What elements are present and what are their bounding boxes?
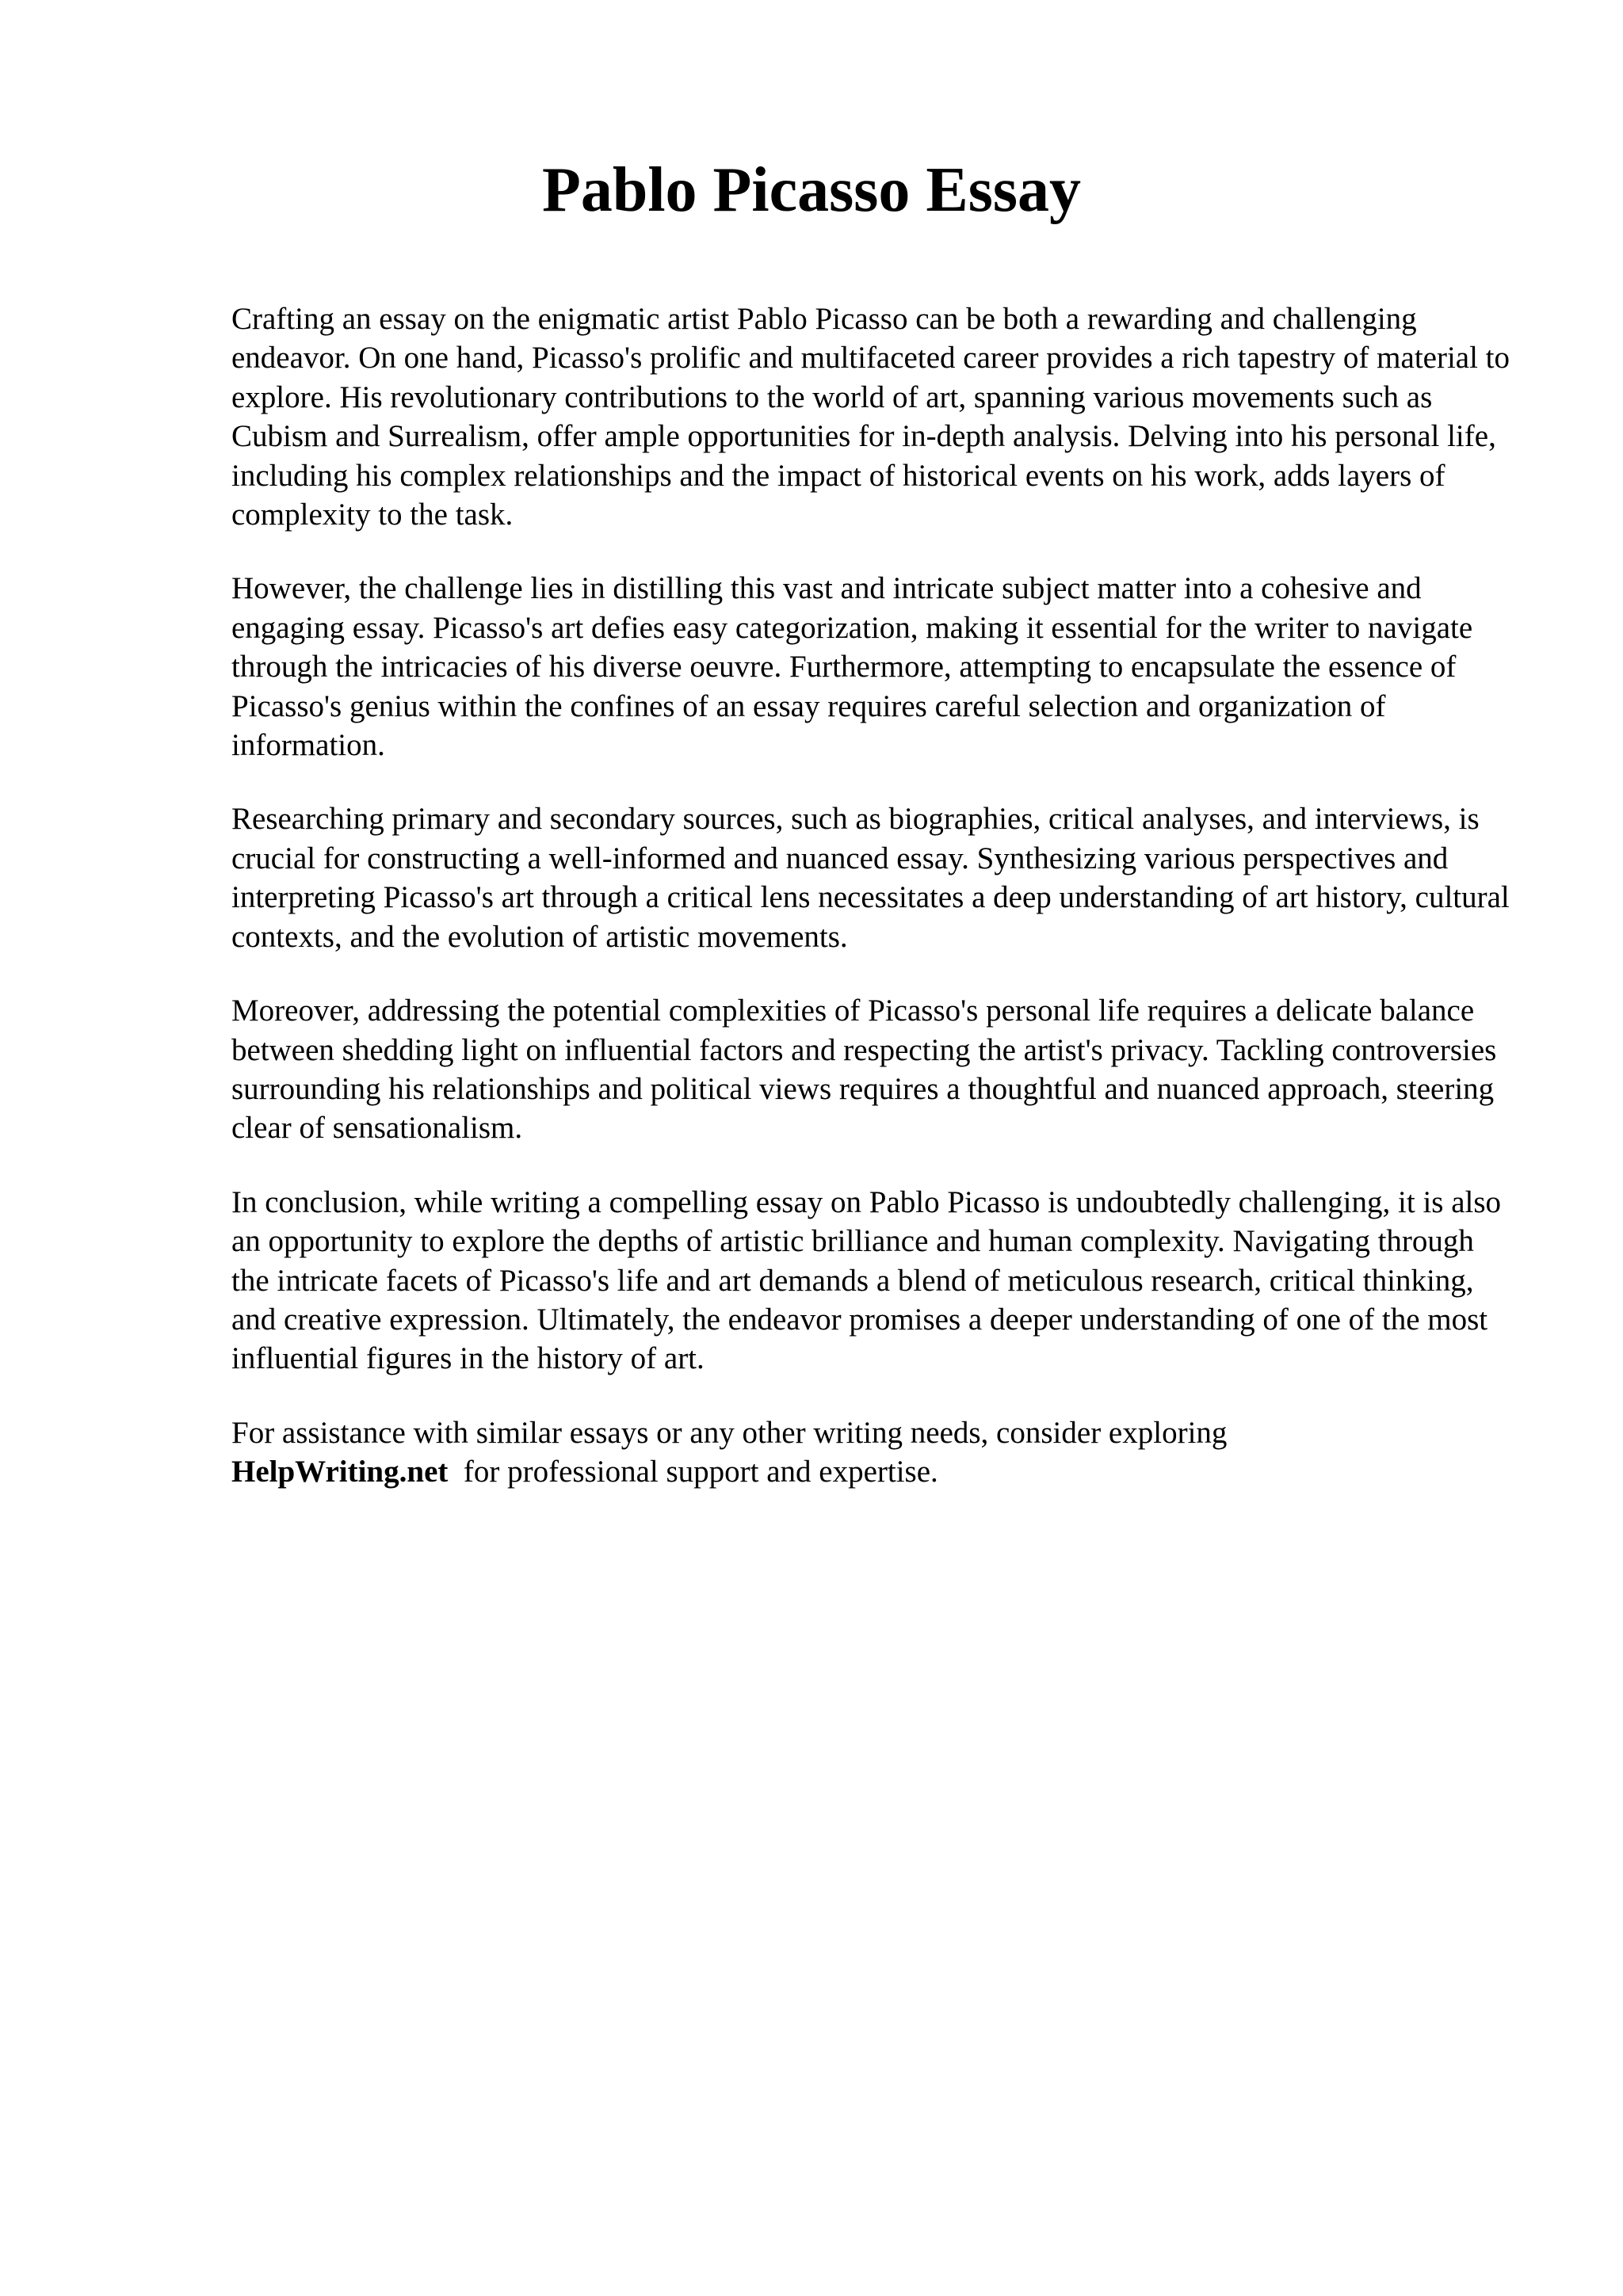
paragraph-research: Researching primary and secondary sources, such as biographies, critical analyses, and interviews, is crucial for constructing a well-informed and nuanced essay. Synthesizing various perspectives and interpreting Picasso's art through a critical lens necessitates a deep understanding of art history, cultural contexts, and the evolution of artistic movements. — [231, 802, 1510, 954]
document-title: Pablo Picasso Essay — [541, 155, 1082, 225]
brand-name: HelpWriting.net — [231, 1455, 449, 1489]
paragraph-challenge: However, the challenge lies in distilling this vast and intricate subject matter into a cohesive and engaging essay. Picasso's art defies easy categorization, making it essential for the writer to navigate through the intricacies of his diverse oeuvre. Furthermore, attempting to encapsulate the essence of Picasso's genius within the confines of an essay requires careful selection and organization of information. — [231, 571, 1473, 763]
closing-tail-text: for professional support and expertise. — [463, 1455, 938, 1489]
paragraph-conclusion: In conclusion, while writing a compelling essay on Pablo Picasso is undoubtedly challenging, it is also an opportunity to explore the depths of artistic brilliance and human complexity. Navigating through the intricate facets of Picasso's life and art demands a blend of meticulous research, critical thinking, and creative expression. Ultimately, the endeavor promises a deeper understanding of one of the most influential figures in the history of art. — [231, 1184, 1502, 1376]
paragraph-closing — [231, 1413, 1515, 1492]
paragraph-intro: Crafting an essay on the enigmatic artist Pablo Picasso can be both a rewarding and challenging endeavor. On one hand, Picasso's prolific and multifaceted career provides a rich tapestry of material to explore. His revolutionary contributions to the world of art, spanning various movements such as Cubism and Surrealism, offer ample opportunities for in-depth analysis. Delving into his personal life, including his complex relationships and the impact of historical events on his work, adds layers of complexity to the task. — [231, 302, 1510, 532]
document-body — [231, 299, 1515, 1527]
closing-lead-text: For assistance with similar essays or any other writing needs, consider exploring — [231, 1415, 1228, 1450]
paragraph-personal-life: Moreover, addressing the potential complexities of Picasso's personal life requires a delicate balance between shedding light on influential factors and respecting the artist's privacy. Tackling controversies surrounding his relationships and political views requires a thoughtful and nuanced approach, steering clear of sensationalism. — [231, 994, 1497, 1146]
